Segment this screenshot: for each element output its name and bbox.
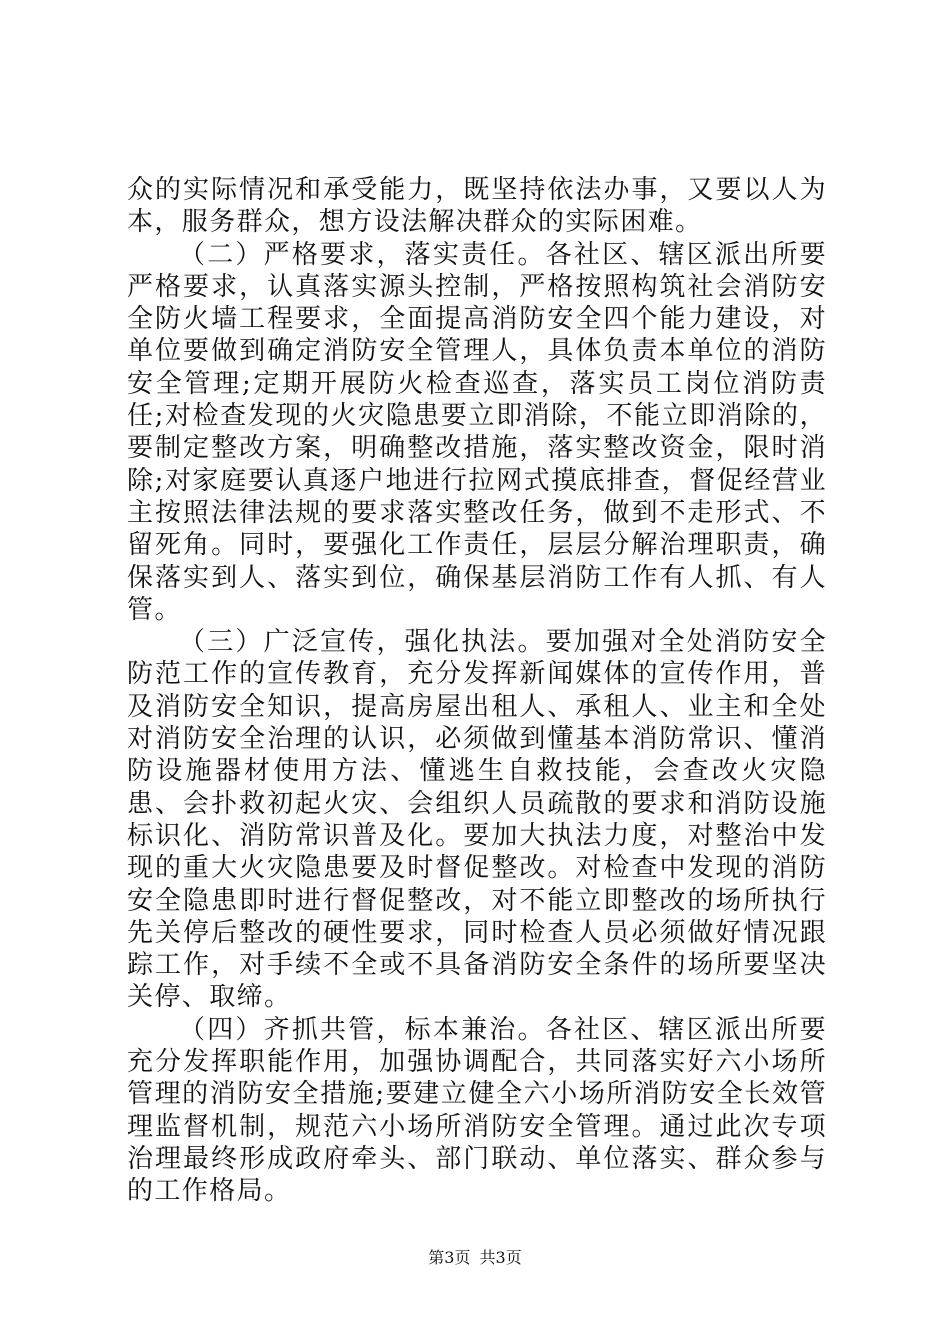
paragraph-section-4: （四）齐抓共管，标本兼治。各社区、辖区派出所要充分发挥职能作用，加强协调配合，共同落实好六小场所管理的消防安全措施;要建立健全六小场所消防安全长效管理监督机制，规范六小场所消防安全管理。通过此次专项治理最终形成政府牵头、部门联动、单位落实、群众参与的工作格局。 (127, 1014, 827, 1207)
document-body (127, 174, 827, 1208)
page-number: 第3页 (428, 1248, 471, 1267)
paragraph-section-3: （三）广泛宣传，强化执法。要加强对全处消防安全防范工作的宣传教育，充分发挥新闻媒体的宣传作用，普及消防安全知识，提高房屋出租人、承租人、业主和全处对消防安全治理的认识，必须做到懂基本消防常识、懂消防设施器材使用方法、懂逃生自救技能，会查改火灾隐患、会扑救初起火灾、会组织人员疏散的要求和消防设施标识化、消防常识普及化。要加大执法力度，对整治中发现的重大火灾隐患要及时督促整改。对检查中发现的消防安全隐患即时进行督促整改，对不能立即整改的场所执行先关停后整改的硬性要求，同时检查人员必须做好情况跟踪工作，对手续不全或不具备消防安全条件的场所要坚决关停、取缔。 (127, 627, 827, 1013)
paragraph-section-2: （二）严格要求，落实责任。各社区、辖区派出所要严格要求，认真落实源头控制，严格按照构筑社会消防安全防火墙工程要求，全面提高消防安全四个能力建设，对单位要做到确定消防安全管理人，具体负责本单位的消防安全管理;定期开展防火检查巡查，落实员工岗位消防责任;对检查发现的火灾隐患要立即消除，不能立即消除的，要制定整改方案，明确整改措施，落实整改资金，限时消除;对家庭要认真逐户地进行拉网式摸底排查，督促经营业主按照法律法规的要求落实整改任务，做到不走形式、不留死角。同时，要强化工作责任，层层分解治理职责，确保落实到人、落实到位，确保基层消防工作有人抓、有人管。 (127, 239, 827, 625)
page-footer (0, 1245, 950, 1268)
paragraph-continuation: 众的实际情况和承受能力，既坚持依法办事，又要以人为本，服务群众，想方设法解决群众的实际困难。 (127, 175, 827, 238)
page-total: 共3页 (479, 1248, 522, 1267)
